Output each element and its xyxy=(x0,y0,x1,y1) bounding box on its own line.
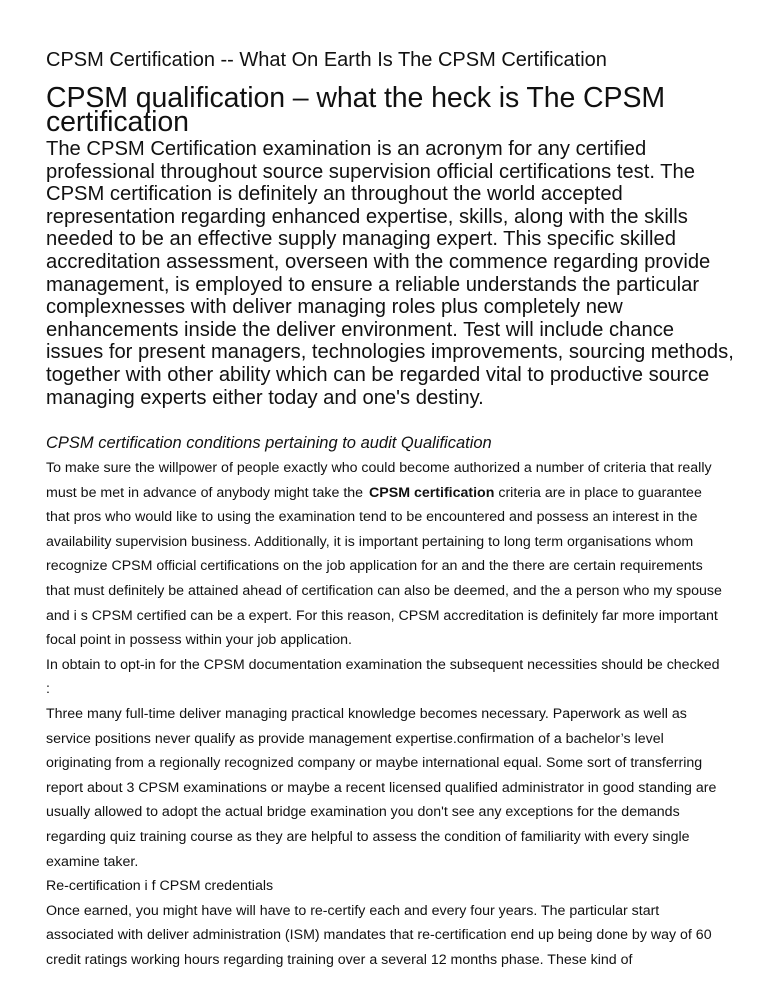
recertification-paragraph: Once earned, you might have will have to re-certify each and every four years. The particular start associated with deliver administration (ISM) mandates that re-certification end up being done by way of 60 credit ratings working hours regarding training over a several 12 months phase. These kind of xyxy=(46,902,712,968)
requirements-paragraph: In obtain to opt-in for the CPSM documentation examination the subsequent necessities should be checked : xyxy=(46,656,720,698)
criteria-paragraph xyxy=(46,456,726,653)
recertification-heading: Re-certification i f CPSM credentials xyxy=(46,878,274,895)
body-text xyxy=(46,456,726,972)
experience-paragraph: Three many full-time deliver managing practical knowledge becomes necessary. Paperwork as well as service positions never qualify as provide management expertise.confirmation of a bachelor’s level originating from a regionally recognized company or maybe international equal. Some sort of transferring report about 3 CPSM examinations or maybe a recent licensed qualified administrator in good standing are usually allowed to adopt the actual bridge examination you don't see any exceptions for the demands regarding quiz training course as they are helpful to assess the condition of familiarity with every single examine taker. xyxy=(46,705,717,870)
section-subheading: CPSM certification conditions pertaining to audit Qualification xyxy=(46,434,492,452)
criteria-text-end: criteria are in place to guarantee that pros who would like to using the examination tend to be encountered and possess an interest in the availability supervision business. Additionally, it is important pertaining to long term organisations whom recognize CPSM official certifications on the job application for an and the there are certain requirements that must definitely be attained ahead of certification can also be deemed, and the a person who my spouse and i s CPSM certified can be a expert. For this reason, CPSM accreditation is definitely far more important focal point in possess within your job application. xyxy=(46,484,722,649)
intro-paragraph: The CPSM Certification examination is an acronym for any certified professional throughout source supervision official certifications test. The CPSM certification is definitely an throughout the world accepted representation regarding enhanced expertise, skills, along with the skills needed to be an effective supply managing expert. This specific skilled accreditation assessment, overseen with the commence regarding provide management, is employed to ensure a reliable understands the particular complexnesses with deliver managing roles plus completely new enhancements inside the deliver environment. Test will include chance issues for present managers, technologies improvements, sourcing methods, together with other ability which can be regarded vital to productive source managing experts either today and one's destiny. xyxy=(46,138,734,409)
document-title: CPSM Certification -- What On Earth Is The CPSM Certification xyxy=(46,49,607,71)
criteria-text-start: To make sure the willpower of people exactly who could become authorized a number of criteria that really must be met in advance of anybody might take the xyxy=(46,460,712,501)
cpsm-certification-bold: CPSM certification xyxy=(369,484,495,501)
article-heading: CPSM qualification – what the heck is The CPSM certification xyxy=(46,82,665,138)
